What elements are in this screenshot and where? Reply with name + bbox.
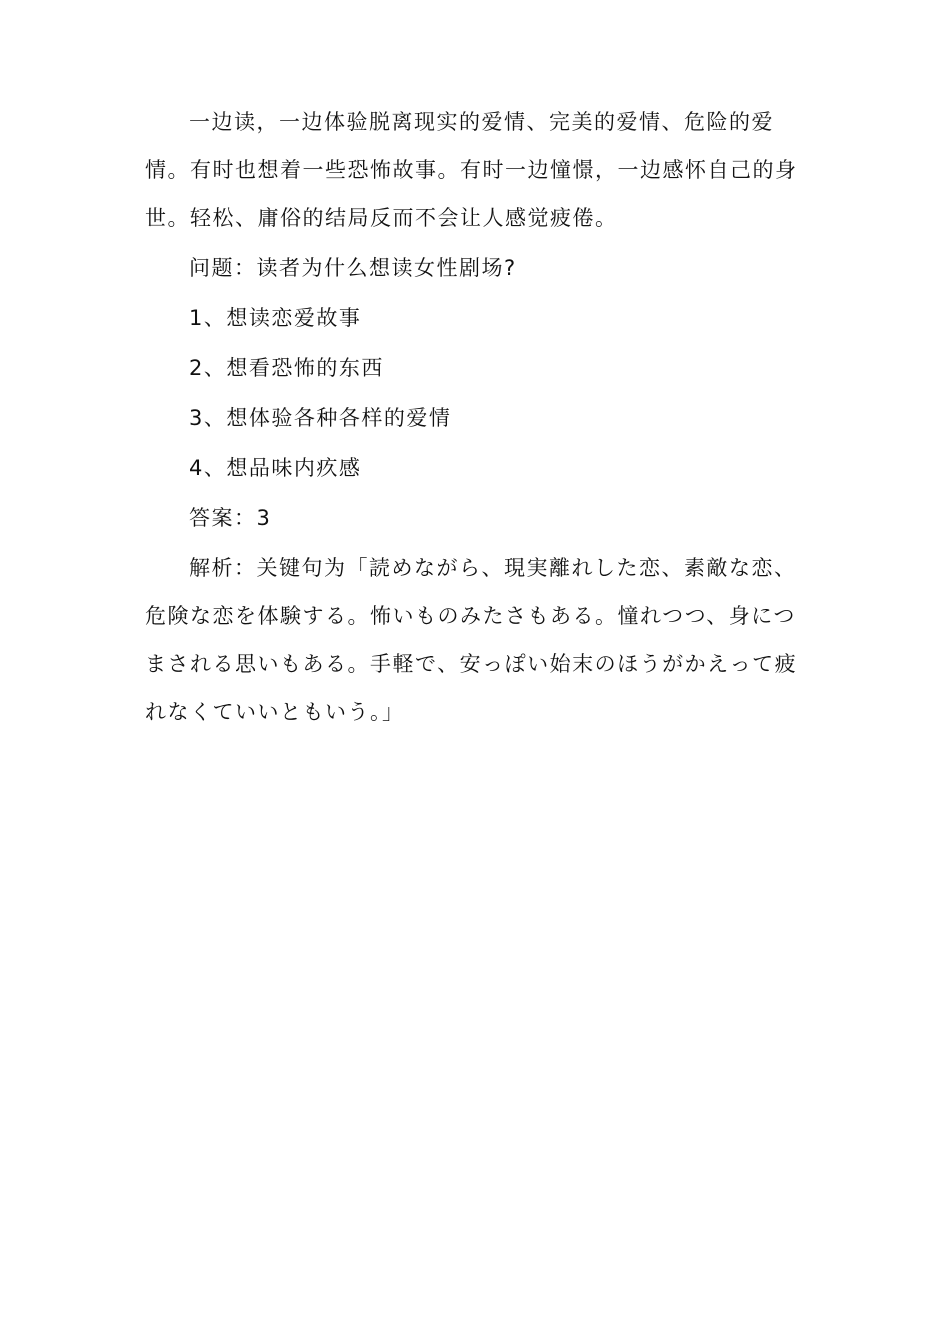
analysis-paragraph [145,544,805,736]
option-item: 3、想体验各种各样的爱情 [189,406,452,430]
analysis-line: まされる思いもある。手軽で、安っぽい始末のほうがかえって疲 [145,652,798,676]
option-item: 4、想品味内疚感 [189,456,362,480]
answer-text: 答案：3 [189,506,272,530]
analysis-line: れなくていいともいう。」 [145,700,405,724]
document-body [145,98,805,736]
intro-line: 一边读，一边体验脱离现实的爱情、完美的爱情、危险的爱 [189,110,774,134]
option-item: 1、想读恋爱故事 [189,306,362,330]
options-list [145,294,805,492]
option-item: 2、想看恐怖的东西 [189,356,384,380]
intro-line: 世。轻松、庸俗的结局反而不会让人感觉疲倦。 [145,206,618,230]
question-text: 问题：读者为什么想读女性剧场? [189,256,517,280]
analysis-line: 危険な恋を体験する。怖いものみたさもある。憧れつつ、身につ [145,604,796,628]
intro-line: 情。有时也想着一些恐怖故事。有时一边憧憬，一边感怀自己的身 [145,158,798,182]
intro-paragraph [145,98,805,242]
analysis-line: 解析：关键句为「読めながら、現実離れした恋、素敵な恋、 [189,556,797,580]
